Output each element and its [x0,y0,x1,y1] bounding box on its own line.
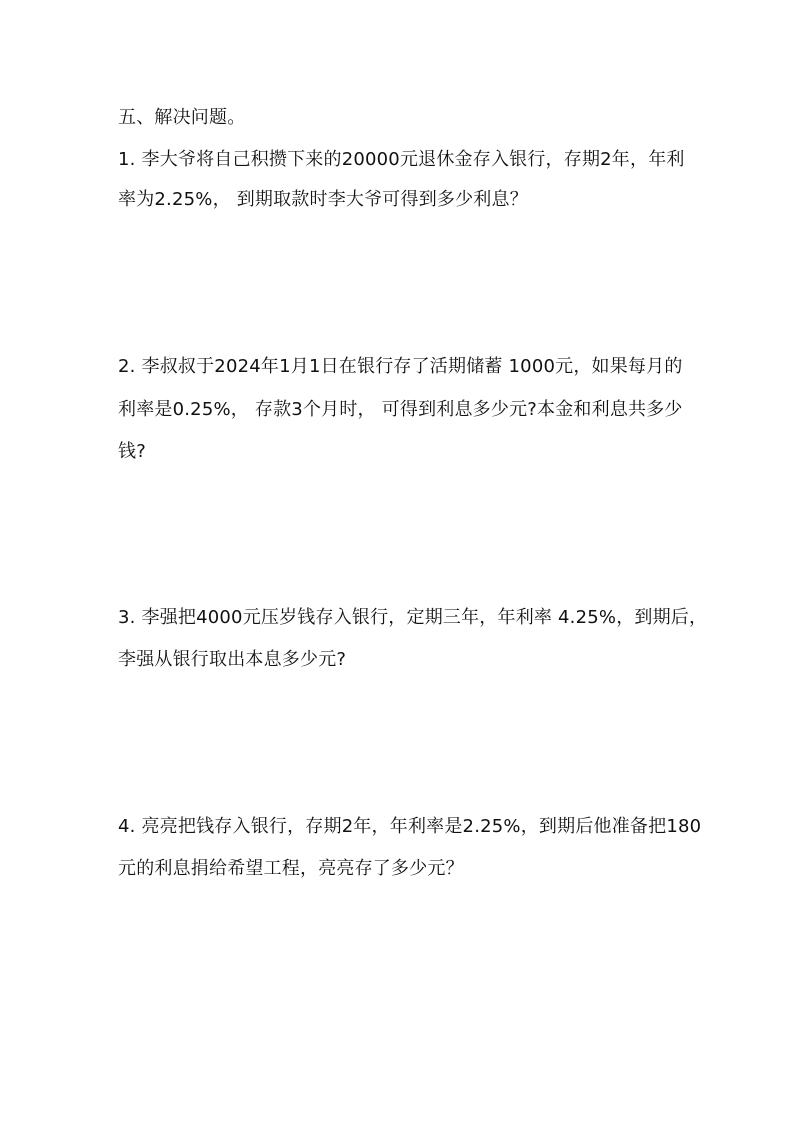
problem-4-line-1: 4. 亮亮把钱存入银行，存期2年，年利率是2.25%，到期后他准备把180 [118,816,702,837]
problem-3-line-2: 李强从银行取出本息多少元? [118,649,347,670]
problem-2-line-1: 2. 李叔叔于2024年1月1日在银行存了活期储蓄 1000元，如果每月的 [118,356,683,377]
problem-3-line-1: 3. 李强把4000元压岁钱存入银行，定期三年，年利率 4.25%，到期后， [118,607,708,628]
problem-1-line-1: 1. 李大爷将自己积攒下来的20000元退休金存入银行，存期2年，年利 [118,149,685,170]
problem-2-line-2: 利率是0.25%， 存款3个月时， 可得到利息多少元?本金和利息共多少 [118,399,683,420]
section-heading: 五、解决问题。 [118,107,246,128]
problem-4-line-2: 元的利息捐给希望工程，亮亮存了多少元？ [118,858,464,879]
problem-1-line-2: 率为2.25%， 到期取款时李大爷可得到多少利息？ [118,189,528,210]
problem-2-line-3: 钱? [118,441,146,462]
